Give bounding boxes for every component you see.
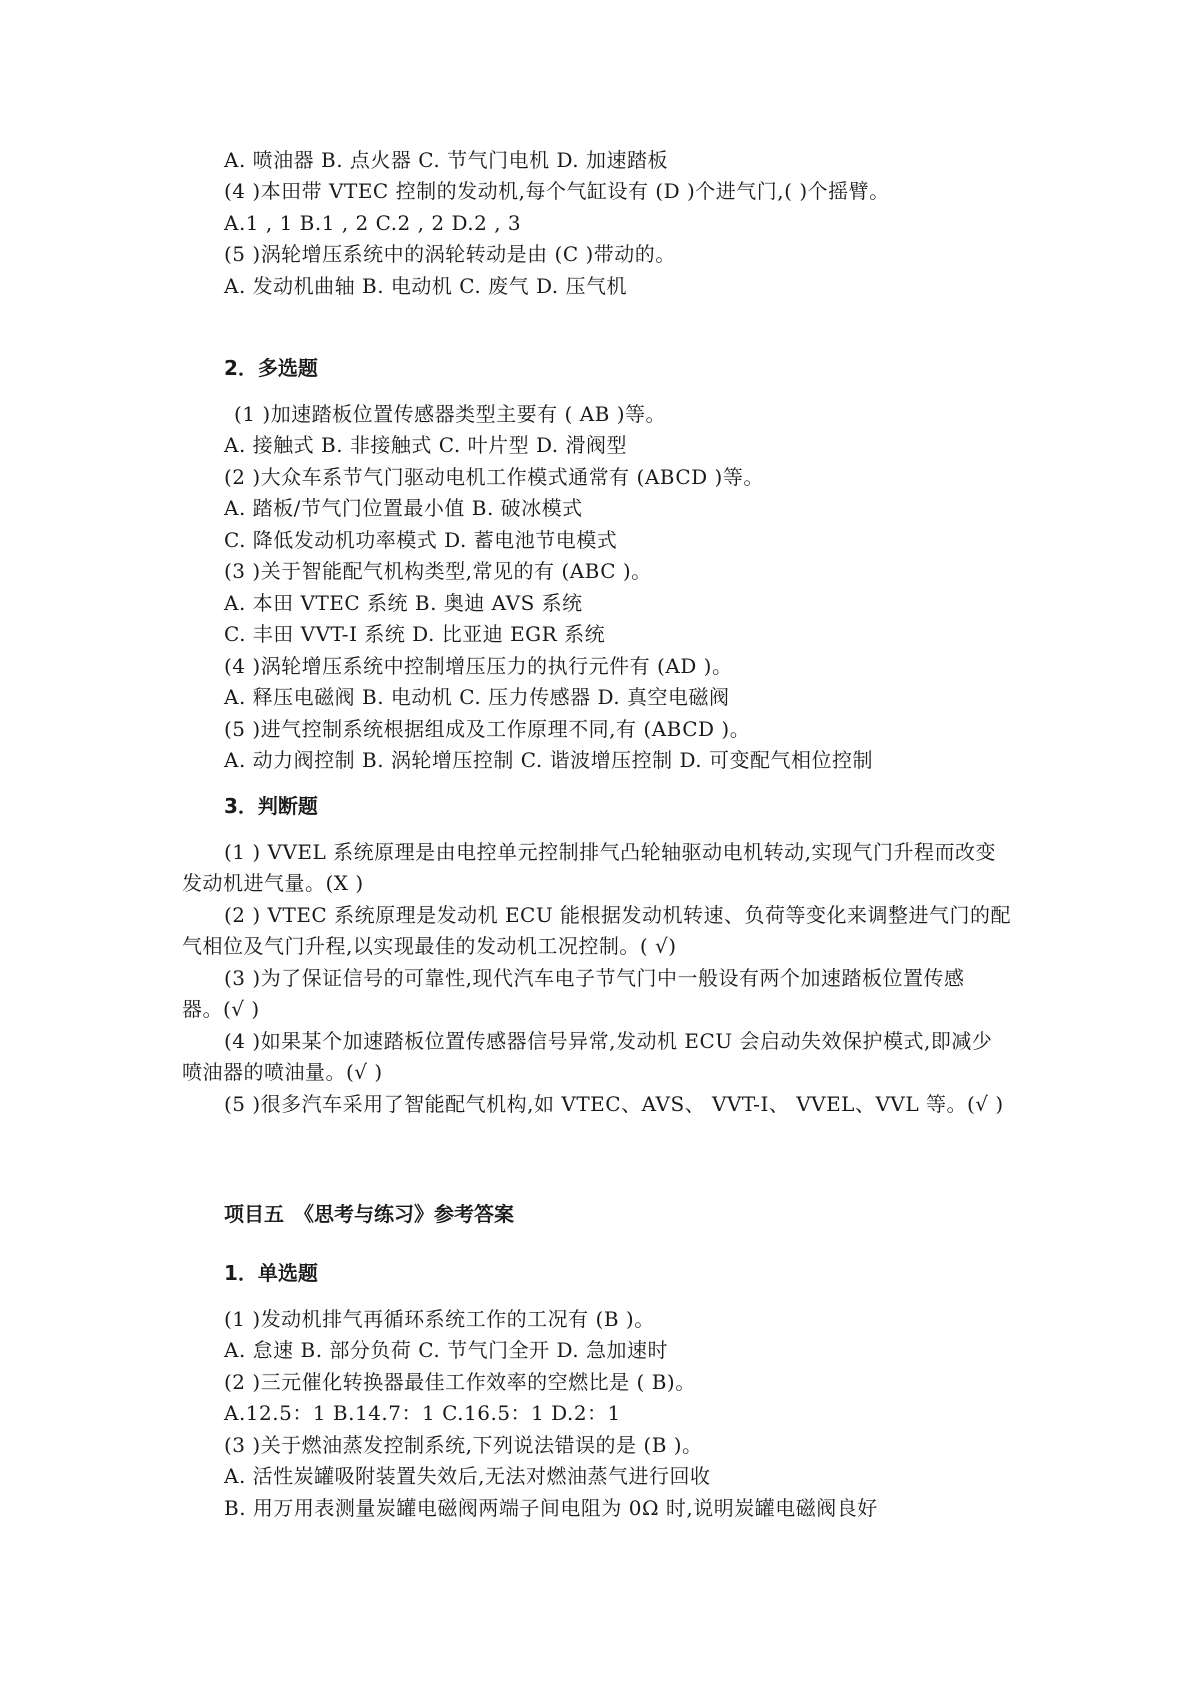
options-line: C. 丰田 VVT-I 系统 D. 比亚迪 EGR 系统: [224, 622, 606, 646]
options-line: C. 降低发动机功率模式 D. 蓄电池节电模式: [224, 528, 618, 552]
section-heading: 1．单选题: [224, 1261, 318, 1285]
statement-line: (5 )很多汽车采用了智能配气机构,如 VTEC、AVS、 VVT-I、 VVEL、VVL 等。(√ ): [224, 1092, 1004, 1116]
options-line: A. 接触式 B. 非接触式 C. 叶片型 D. 滑阀型: [224, 433, 627, 457]
project-title: 项目五 《思考与练习》参考答案: [224, 1202, 514, 1226]
options-line: A. 怠速 B. 部分负荷 C. 节气门全开 D. 急加速时: [224, 1338, 668, 1362]
options-line: A. 本田 VTEC 系统 B. 奥迪 AVS 系统: [224, 591, 583, 615]
question-line: (3 )关于智能配气机构类型,常见的有 (ABC )。: [224, 559, 652, 583]
options-line: A. 释压电磁阀 B. 电动机 C. 压力传感器 D. 真空电磁阀: [224, 685, 730, 709]
statement-line: (4 )如果某个加速踏板位置传感器信号异常,发动机 ECU 会启动失效保护模式,即减少: [224, 1029, 993, 1053]
text-line: A. 喷油器 B. 点火器 C. 节气门电机 D. 加速踏板: [224, 148, 668, 172]
section-heading: 2．多选题: [224, 356, 318, 380]
question-line: (5 )进气控制系统根据组成及工作原理不同,有 (ABCD )。: [224, 717, 751, 741]
question-line: (1 )发动机排气再循环系统工作的工况有 (B )。: [224, 1307, 655, 1331]
statement-line: 器。(√ ): [182, 997, 260, 1021]
question-line: (4 )涡轮增压系统中控制增压压力的执行元件有 (AD )。: [224, 654, 733, 678]
statement-line: 气相位及气门升程,以实现最佳的发动机工况控制。( √): [182, 934, 677, 958]
question-line: (2 )大众车系节气门驱动电机工作模式通常有 (ABCD )等。: [224, 465, 764, 489]
question-line: (2 )三元催化转换器最佳工作效率的空燃比是 ( B)。: [224, 1370, 696, 1394]
text-line: A.1 , 1 B.1 , 2 C.2 , 2 D.2 , 3: [224, 211, 522, 235]
statement-line: 发动机进气量。(X ): [182, 871, 364, 895]
text-line: A. 发动机曲轴 B. 电动机 C. 废气 D. 压气机: [224, 274, 627, 298]
statement-line: (3 )为了保证信号的可靠性,现代汽车电子节气门中一般设有两个加速踏板位置传感: [224, 966, 965, 990]
options-line: A. 踏板/节气门位置最小值 B. 破冰模式: [224, 496, 583, 520]
statement-line: (2 ) VTEC 系统原理是发动机 ECU 能根据发动机转速、负荷等变化来调整进气门的配: [224, 903, 1012, 927]
section-heading: 3．判断题: [224, 794, 318, 818]
question-line: (1 )加速踏板位置传感器类型主要有 ( AB )等。: [234, 402, 667, 426]
options-line: A.12.5：1 B.14.7：1 C.16.5：1 D.2：1: [224, 1401, 621, 1425]
options-line: A. 活性炭罐吸附装置失效后,无法对燃油蒸气进行回收: [224, 1464, 711, 1488]
options-line: A. 动力阀控制 B. 涡轮增压控制 C. 谐波增压控制 D. 可变配气相位控制: [224, 748, 873, 772]
text-line: (5 )涡轮增压系统中的涡轮转动是由 (C )带动的。: [224, 242, 676, 266]
question-line: (3 )关于燃油蒸发控制系统,下列说法错误的是 (B )。: [224, 1433, 703, 1457]
statement-line: (1 ) VVEL 系统原理是由电控单元控制排气凸轮轴驱动电机转动,实现气门升程而改变: [224, 840, 997, 864]
statement-line: 喷油器的喷油量。(√ ): [182, 1060, 383, 1084]
text-line: (4 )本田带 VTEC 控制的发动机,每个气缸设有 (D )个进气门,( )个摇臂。: [224, 179, 890, 203]
options-line: B. 用万用表测量炭罐电磁阀两端子间电阻为 0Ω 时,说明炭罐电磁阀良好: [224, 1496, 878, 1520]
